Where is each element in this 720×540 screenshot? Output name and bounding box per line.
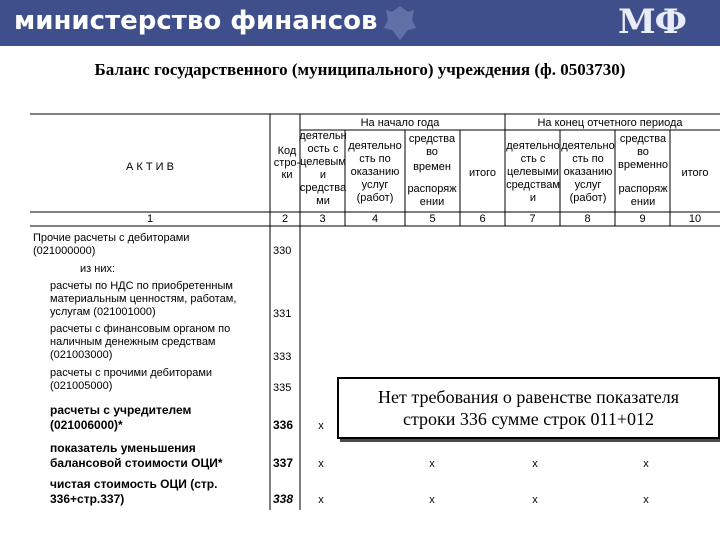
aktiv-header: А К Т И В [126, 161, 174, 173]
cell-x: x [429, 494, 435, 506]
header-line: ении [419, 196, 445, 208]
column-number: 4 [371, 213, 379, 225]
row-label-line: наличным денежным средствам [50, 336, 216, 348]
header-line: и [319, 169, 327, 181]
row-label-line: показатель уменьшения [50, 441, 196, 455]
header-line: временно [617, 159, 669, 171]
header-line: средства [619, 133, 667, 145]
start-of-year-header: На начало года [360, 117, 440, 129]
header-line: времен [413, 161, 451, 173]
header-line: деятельно [561, 140, 615, 152]
column-number: 6 [479, 213, 486, 225]
header-line: услуг [574, 179, 602, 191]
cell-x: x [532, 494, 538, 506]
row-code: 333 [273, 351, 292, 363]
code-header-line: стро- [273, 157, 301, 169]
header-line: сть по [359, 153, 391, 165]
row-subheading: из них: [80, 263, 116, 275]
cell-x: x [318, 458, 324, 470]
header-line: (работ) [356, 192, 394, 204]
row-label-line: материальным ценностям, работам, [50, 293, 237, 305]
header-line: (работ) [569, 192, 607, 204]
row-code: 335 [273, 382, 292, 394]
column-number: 5 [429, 213, 436, 225]
row-code: 337 [273, 456, 294, 470]
header-line: ении [630, 196, 656, 208]
header-line: оказанию [563, 166, 613, 178]
column-number: 8 [584, 213, 591, 225]
column-number: 10 [688, 213, 702, 225]
row-label-line: услугам (021001000) [50, 306, 156, 318]
header-line: целевым [300, 156, 346, 168]
row-label-line: расчеты по НДС по приобретенным [50, 280, 233, 292]
header-line: деятельно [506, 140, 560, 152]
column-number: 9 [639, 213, 646, 225]
note-line: строки 336 сумме строк 011+012 [402, 409, 655, 429]
header-line: во [637, 146, 649, 158]
header-line: и [529, 192, 537, 204]
row-code: 330 [273, 245, 292, 257]
note-line: Нет требования о равенстве показателя [378, 387, 679, 407]
header-line: средства [408, 133, 456, 145]
header-line: сть с [520, 153, 546, 165]
header-line: услуг [361, 179, 389, 191]
header-line: средства [299, 182, 347, 194]
end-of-period-header: На конец отчетного периода [537, 117, 683, 129]
header-line: распоряж [618, 183, 668, 195]
row-label-line: (021003000) [50, 349, 113, 361]
cell-x: x [643, 494, 649, 506]
row-label-line: (021006000)* [50, 418, 123, 432]
row-code: 331 [273, 308, 292, 320]
row-label-line: чистая стоимость ОЦИ (стр. [50, 477, 218, 491]
row-label-line: (021005000) [50, 380, 113, 392]
header-line: средствам [506, 179, 560, 191]
column-number: 2 [281, 213, 289, 225]
header-line: оказанию [350, 166, 400, 178]
header-line: целевыми [507, 166, 559, 178]
header-line: ми [316, 195, 330, 207]
row-label-line: 336+стр.337) [50, 492, 125, 506]
row-label-line: (021000000) [33, 245, 96, 257]
ministry-logo: МФ [618, 2, 686, 42]
row-code: 336 [273, 418, 294, 432]
document-title: Баланс государственного (муниципального) учреждения (ф. 0503730) [94, 60, 626, 79]
header-line: деятельно [348, 140, 402, 152]
total-end-header: итого [681, 167, 709, 179]
header-line: во [426, 146, 438, 158]
header-line: сть по [572, 153, 604, 165]
row-label-line: расчеты с прочими дебиторами [50, 367, 213, 379]
row-label-line: балансовой стоимости ОЦИ* [50, 456, 223, 470]
header-line: распоряж [407, 183, 457, 195]
row-label-line: Прочие расчеты с дебиторами [33, 232, 190, 244]
cell-x: x [532, 458, 538, 470]
column-number: 7 [529, 213, 536, 225]
total-start-header: итого [468, 167, 497, 179]
cell-x: x [643, 458, 649, 470]
row-label-line: расчеты с финансовым органом по [50, 323, 231, 335]
cell-x: x [318, 420, 324, 432]
callout-note [337, 377, 720, 439]
header-line: ость с [307, 143, 339, 155]
row-code: 338 [273, 492, 294, 506]
column-number: 3 [319, 213, 326, 225]
row-label-line: расчеты с учредителем [50, 403, 192, 417]
column-number: 1 [146, 213, 154, 225]
code-header-line: Код [277, 145, 297, 157]
cell-x: x [318, 494, 324, 506]
cell-x: x [429, 458, 435, 470]
ministry-title: министерство финансов [14, 6, 378, 36]
header-line: деятельн [299, 130, 347, 142]
code-header-line: ки [281, 169, 293, 181]
